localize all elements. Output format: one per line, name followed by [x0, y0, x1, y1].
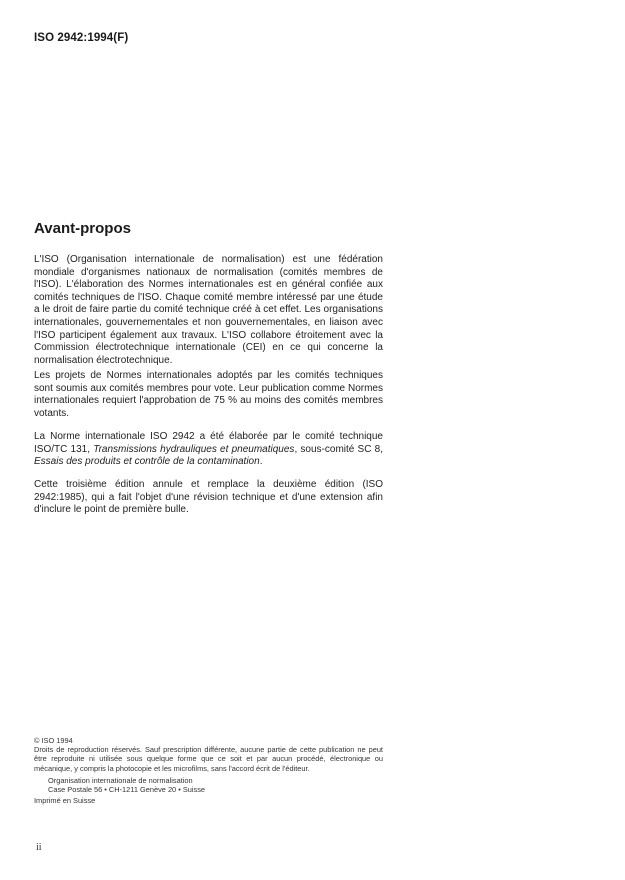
- paragraph-edition: Cette troisième édition annule et remplace la deuxième édition (ISO 2942:1985), qui a fait l'objet d'une révision technique et d'une extension afin d'inclure le point de première bulle.: [34, 479, 383, 516]
- copyright-notice: © ISO 1994: [34, 736, 73, 745]
- copyright-rights: Droits de reproduction réservés. Sauf prescription différente, aucune partie de cette publication ne peut être reproduite ni utilisée sous quelque forme que ce soit et par aucun procédé, électronique ou mécanique, y compris la photocopie et les microfilms, sans l'accord écrit de l'éditeur.: [34, 745, 383, 773]
- paragraph-iso-intro: L'ISO (Organisation internationale de normalisation) est une fédération mondiale d'organismes nationaux de normalisation (comités membres de l'ISO). L'élaboration des Normes internationales est en général confiée aux comités techniques de l'ISO. Chaque comité membre intéressé par une étude a le droit de faire partie du comité technique créé à cet effet. Les organisations internationales, gouvernementales et non gouvernementales, en liaison avec l'ISO participent également aux travaux. L'ISO collabore étroitement avec la Commission électrotechnique internationale (CEI) en ce qui concerne la normalisation électrotechnique.: [34, 254, 383, 366]
- committee-end-text: .: [259, 456, 263, 468]
- tc-title: Transmissions hydrauliques et pneumatiques: [93, 443, 295, 455]
- section-title: Avant-propos: [34, 220, 131, 237]
- paragraph-committee: [34, 431, 383, 469]
- committee-lead-text: La Norme internationale ISO 2942 a été élaborée par le comité technique ISO/TC 131,: [34, 431, 383, 455]
- copyright-block: [34, 736, 383, 805]
- committee-mid-text: , sous-comité SC 8,: [294, 443, 383, 455]
- page-number: ii: [36, 842, 42, 853]
- sc-title: Essais des produits et contrôle de la contamination: [34, 456, 260, 468]
- publisher-address: Case Postale 56 • CH-1211 Genève 20 • Suisse: [48, 785, 206, 795]
- printed-in: Imprimé en Suisse: [34, 796, 96, 806]
- paragraph-voting: Les projets de Normes internationales adoptés par les comités techniques sont soumis aux comités membres pour vote. Leur publication comme Normes internationales requiert l'approbation de 75 % au moins des comités membres votants.: [34, 370, 383, 419]
- standard-id-header: ISO 2942:1994(F): [34, 32, 129, 44]
- publisher-org: Organisation internationale de normalisation: [48, 775, 193, 785]
